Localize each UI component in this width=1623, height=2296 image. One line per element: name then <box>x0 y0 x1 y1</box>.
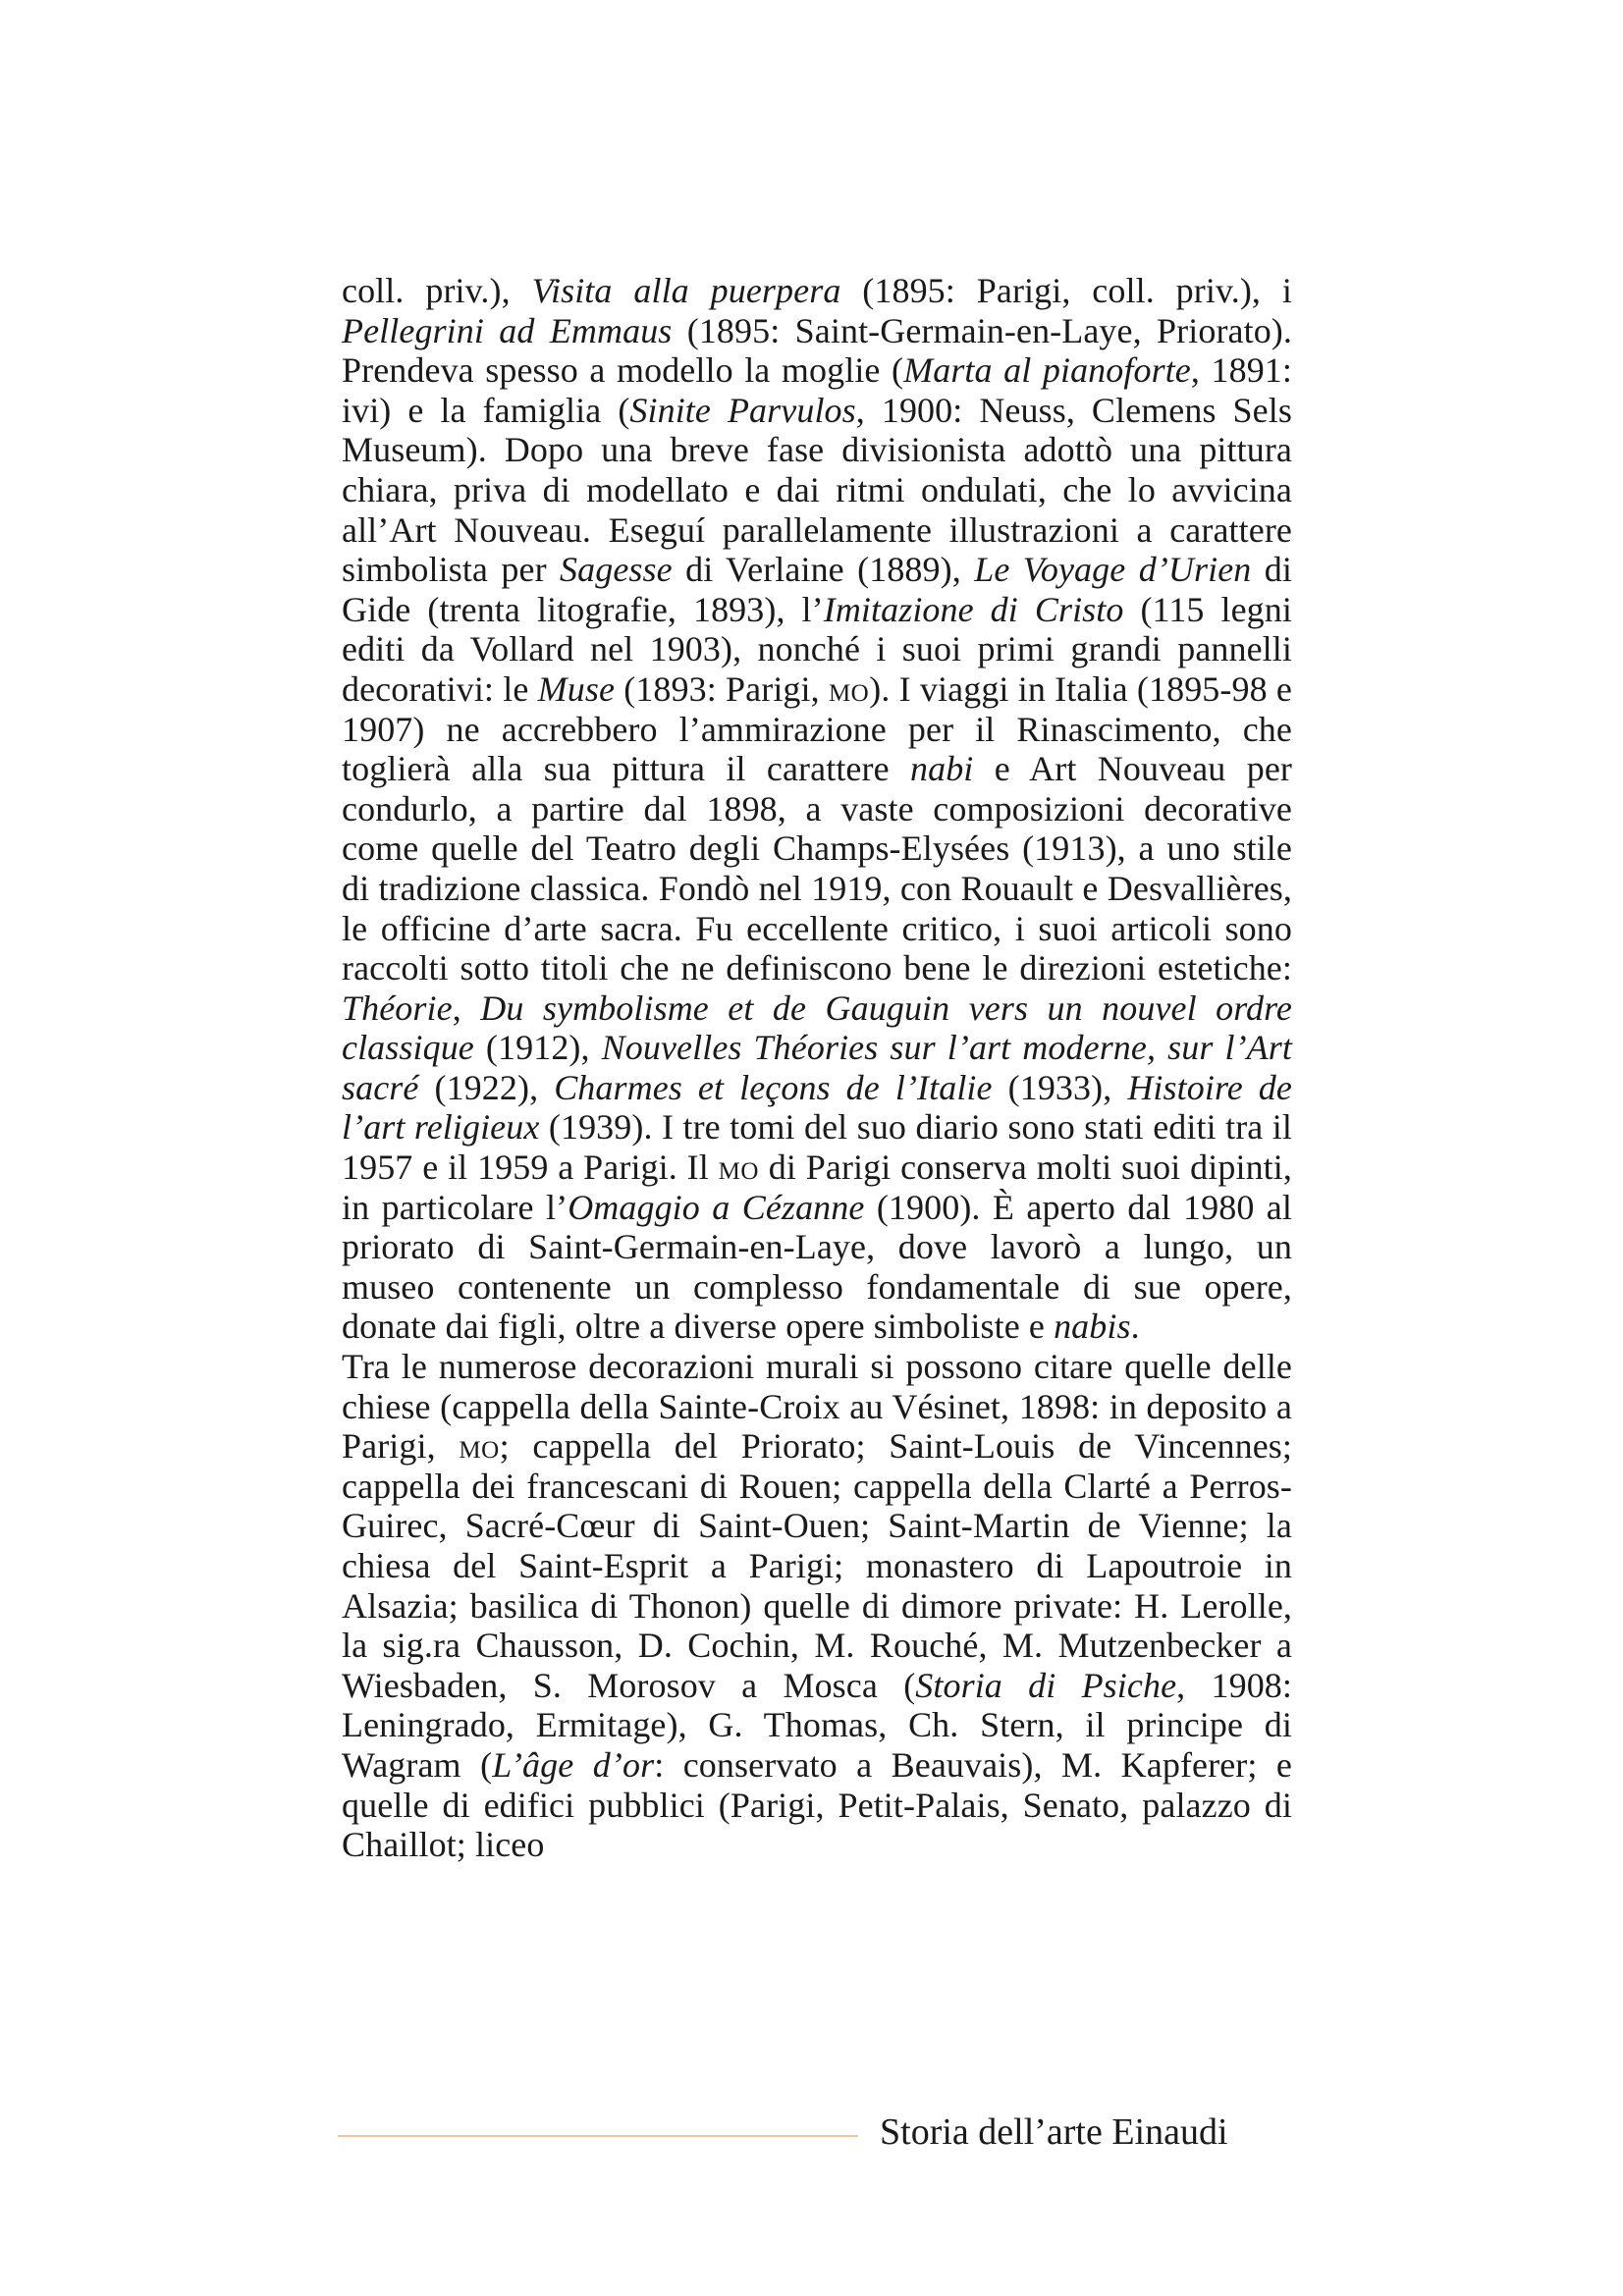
text-run: di Verlaine (1889), <box>672 550 975 590</box>
footer-title: Storia dell’arte Einaudi <box>880 2111 1228 2153</box>
text-run: ). I viaggi in Italia (1895-98 e 1907) ne accrebbero l’ammirazione per il Rinascimento, che toglierà alla sua pittura il carattere <box>342 668 1292 789</box>
text-run: coll. priv.), <box>342 271 532 310</box>
italic-title: Omaggio a Cézanne <box>568 1187 865 1227</box>
small-caps-abbrev: mo <box>459 1426 500 1467</box>
text-run: Tra le numerose decorazioni murali si possono citare quelle delle chiese (cappella della Sainte-Croix au Vésinet, 1898: in deposito a Parigi, <box>342 1347 1292 1467</box>
text-run: (1939). I tre tomi del suo diario sono stati editi tra il 1957 e il 1959 a Parigi. Il <box>342 1107 1292 1188</box>
italic-title: Muse <box>537 668 616 709</box>
text-run: (1895: Parigi, coll. priv.), i <box>840 271 1292 310</box>
italic-title: Du symbolisme et de Gauguin vers un nouvel ordre classique <box>342 988 1292 1068</box>
small-caps-abbrev: mo <box>718 1148 759 1188</box>
italic-title: Le Voyage d’Urien <box>974 550 1252 590</box>
paragraph-2 <box>342 1347 1292 1865</box>
italic-title: Sagesse <box>560 550 673 590</box>
italic-title: Nouvelles Théories sur l’art moderne, sur l’Art sacré <box>342 1028 1292 1107</box>
small-caps-abbrev: mo <box>828 668 870 709</box>
italic-title: Pellegrini ad Emmaus <box>342 310 673 350</box>
italic-title: Sinite Parvulos <box>629 390 856 430</box>
text-run: (1912), <box>473 1028 602 1068</box>
text-run: . <box>1130 1307 1140 1347</box>
text-run: e Art Nouveau per condurlo, a partire dal 1898, a vaste composizioni decorative come quelle del Teatro degli Champs-Elysées (1913), a uno stile di tradizione classica. Fondò nel 1919, con Rouault e Desvallières, le officine d’arte sacra. Fu eccellente critico, i suoi articoli sono raccolti sotto titoli che ne definiscono bene le direzioni estetiche: <box>342 749 1293 988</box>
italic-title: Histoire de l’art religieux <box>342 1067 1292 1148</box>
text-run: (1895: Saint-Germain-en-Laye, Priorato). Prendeva spesso a modello la moglie ( <box>342 310 1292 391</box>
italic-title: Storia di Psiche <box>915 1665 1177 1705</box>
italic-title: Visita alla puerpera <box>531 271 841 310</box>
italic-title: Marta al pianoforte <box>903 350 1191 391</box>
text-run: (1922), <box>418 1067 555 1107</box>
text-run: , 1891: ivi) e la famiglia ( <box>342 350 1293 430</box>
text-run: , 1900: Neuss, Clemens Sels Museum). Dopo una breve fase divisionista adottò una pittura chiara, priva di modellato e dai ritmi ondulati, che lo avvicina all’Art Nouveau. Eseguí parallelamente illustrazioni a carattere simbolista per <box>342 390 1292 590</box>
text-run: (115 legni editi da Vollard nel 1903), nonché i suoi primi grandi pannelli decorativi: le <box>342 589 1292 709</box>
italic-title: Théorie <box>342 988 453 1028</box>
italic-title: nabi <box>910 749 974 789</box>
body-text <box>342 271 1292 1865</box>
text-run: , <box>452 988 481 1028</box>
text-run: ; cappella del Priorato; Saint-Louis de Vincennes; cappella dei francescani di Rouen; cappella della Clarté a Perros-Guirec, Sacré-Cœur di Saint-Ouen; Saint-Martin de Vienne; la chiesa del Saint-Esprit a Parigi; monastero di Lapoutroie in Alsazia; basilica di Thonon) quelle di dimore private: H. Lerolle, la sig.ra Chausson, D. Cochin, M. Rouché, M. Mutzenbecker a Wiesbaden, S. Morosov a Mosca ( <box>342 1426 1292 1705</box>
text-run: di Gide (trenta litografie, 1893), l’ <box>342 550 1292 629</box>
text-run: (1893: Parigi, <box>615 668 829 709</box>
italic-title: nabis <box>1054 1307 1131 1347</box>
italic-title: L’âge d’or <box>492 1744 655 1785</box>
text-run: (1933), <box>992 1067 1128 1107</box>
text-run: (1900). È aperto dal 1980 al priorato di Saint-Germain-en-Laye, dove lavorò a lungo, un museo contenente un complesso fondamentale di sue opere, donate dai figli, oltre a diverse opere simboliste e <box>342 1187 1292 1347</box>
text-run: di Parigi conserva molti suoi dipinti, in particolare l’ <box>342 1148 1292 1227</box>
text-run: , 1908: Leningrado, Ermitage), G. Thomas, Ch. Stern, il principe di Wagram ( <box>342 1665 1293 1785</box>
footer-rule <box>338 2135 858 2137</box>
paragraph-1 <box>342 271 1292 1347</box>
italic-title: Charmes et leçons de l’Italie <box>554 1067 993 1107</box>
text-run: : conservato a Beauvais), M. Kapferer; e quelle di edifici pubblici (Parigi, Petit-Palais, Senato, palazzo di Chaillot; liceo <box>342 1744 1292 1865</box>
italic-title: Imitazione di Cristo <box>823 589 1124 629</box>
